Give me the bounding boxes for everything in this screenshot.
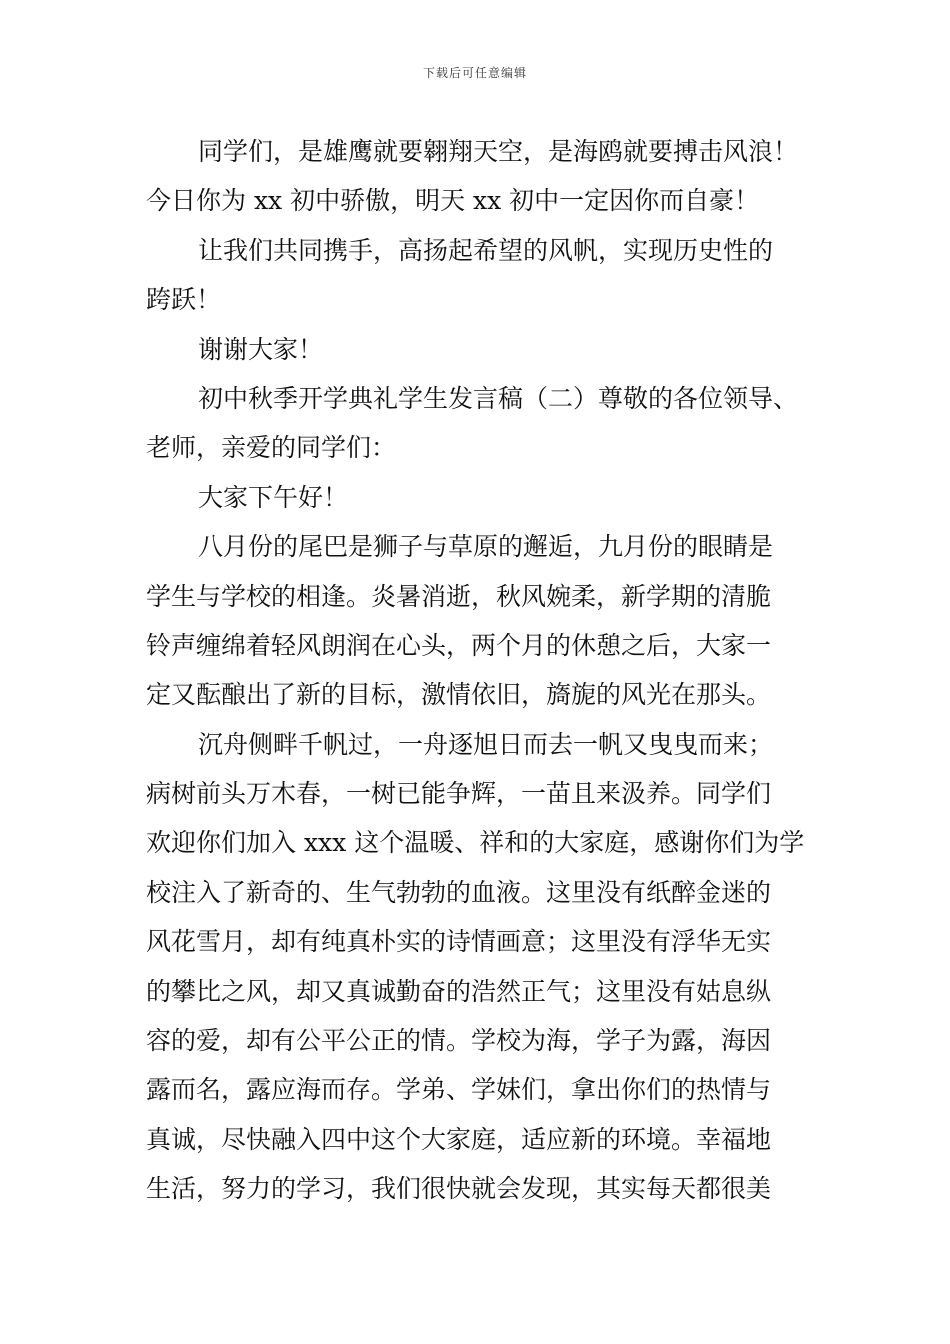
text-line: 大家下午好！ [198,482,349,512]
text-line: 校注入了新奇的、生气勃勃的血液。这里没有纸醉金迷的 [146,877,772,907]
text-line: 的攀比之风，却又真诚勤奋的浩然正气；这里没有姑息纵 [146,976,772,1006]
text-line: 真诚，尽快融入四中这个大家庭，适应新的环境。幸福地 [146,1124,772,1154]
text-line: 露而名，露应海而存。学弟、学妹们，拿出你们的热情与 [146,1075,772,1105]
text-line: 欢迎你们加入 xxx 这个温暖、祥和的大家庭，感谢你们为学 [146,828,805,858]
document-body [146,127,812,1214]
text-line: 风花雪月，却有纯真朴实的诗情画意；这里没有浮华无实 [146,927,772,957]
text-line: 同学们，是雄鹰就要翱翔天空，是海鸥就要搏击风浪！ [198,137,799,166]
text-line: 生活，努力的学习，我们很快就会发现，其实每天都很美 [146,1174,772,1204]
text-line: 初中秋季开学典礼学生发言稿（二）尊敬的各位领导、 [198,383,799,413]
text-line: 谢谢大家！ [198,334,324,364]
text-line: 八月份的尾巴是狮子与草原的邂逅，九月份的眼睛是 [198,532,774,562]
page-header-note: 下载后可任意编辑 [422,66,527,80]
text-line: 沉舟侧畔千帆过，一舟逐旭日而去一帆又曳曳而来； [198,729,774,759]
text-line: 跨跃！ [146,285,222,315]
text-line: 今日你为 xx 初中骄傲，明天 xx 初中一定因你而自豪！ [146,186,760,216]
text-line: 学生与学校的相逢。炎暑消逝，秋风婉柔，新学期的清脆 [146,581,772,611]
text-line: 病树前头万木春，一树已能争辉，一苗且来汲养。同学们 [146,779,772,809]
text-line: 老师，亲爱的同学们： [146,433,397,463]
text-line: 容的爱，却有公平公正的情。学校为海，学子为露，海因 [146,1026,772,1056]
text-line: 让我们共同携手，高扬起希望的风帆，实现历史性的 [198,235,774,265]
text-line: 定又酝酿出了新的目标，激情依旧，旖旎的风光在那头。 [146,680,772,710]
text-line: 铃声缠绵着轻风朗润在心头，两个月的休憩之后，大家一 [146,630,772,660]
